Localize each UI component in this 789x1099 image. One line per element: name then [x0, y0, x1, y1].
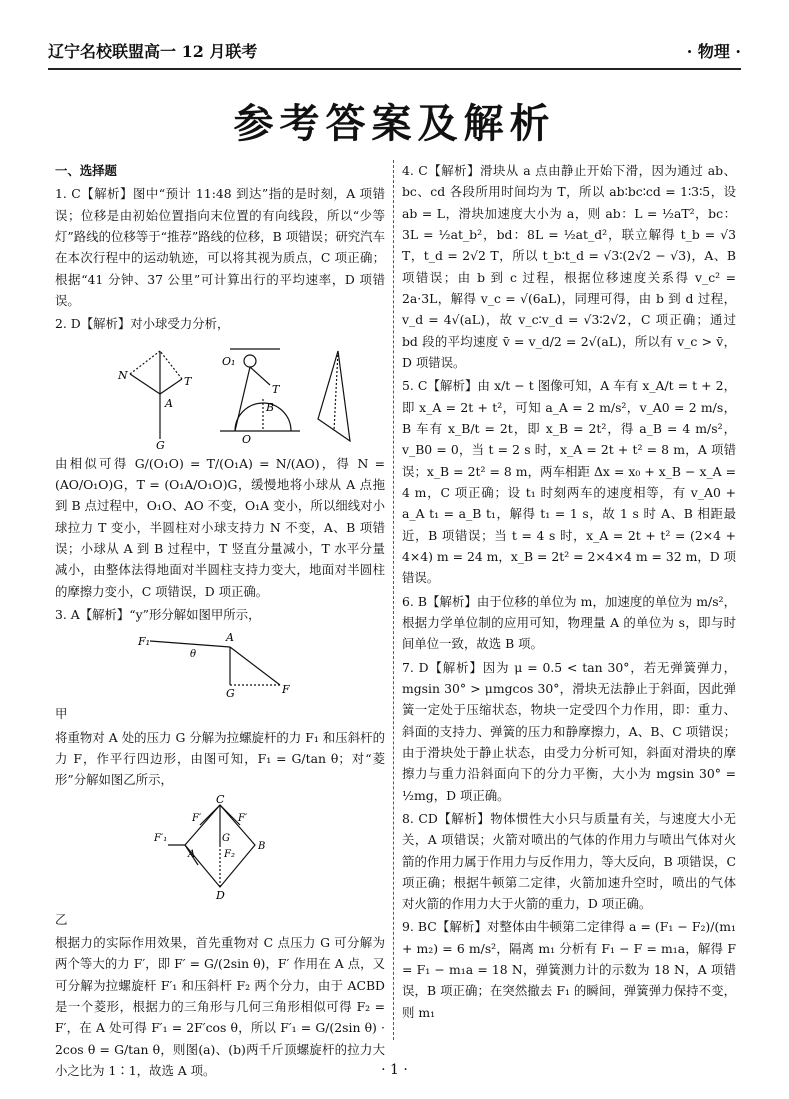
exam-name: 辽宁名校联盟高一 12 月联考: [48, 42, 258, 61]
label-F1p: F′₁: [154, 832, 168, 844]
label-O1: O₁: [222, 354, 236, 368]
q2-force-diagram: [70, 339, 370, 449]
label-A-yi: A: [188, 848, 196, 860]
answer-q8: 8. CD【解析】物体惯性大小只与质量有关，与速度大小无关，A 项错误；火箭对喷出的气体的作用力与喷出气体对火箭的作用力属于作用力与反作用力，等大反向，B 项错误，C 项正确；根据牛顿第二定律，火箭加速升空时，喷出的气体对火箭的作用力大于火箭的重力，D 项正确。: [402, 810, 736, 912]
label-T2: T: [272, 382, 280, 396]
answer-q7: 7. D【解析】因为 μ = 0.5 < tan 30°，若无弹簧弹力，mgsin 30° > μmgcos 30°，滑块无法静止于斜面，因此弹簧一定处于压缩状态，物块一定受四个力作用，即：重力、斜面的支持力、弹簧的压力和静摩擦力，A、B、C 项错误；由于滑块处于静止状态，由受力分析可知，斜面对滑块的摩擦力与重力沿斜面向下的分力平衡，大小为 mgsin 30° = ½mg，D 项正确。: [402, 659, 736, 803]
left-column: [55, 160, 385, 1083]
answer-q2-intro: 2. D【解析】对小球受力分析，: [55, 316, 230, 332]
label-F1: F₁: [138, 635, 151, 649]
figure-yi: [130, 795, 310, 905]
right-column: [402, 160, 736, 1025]
answer-q3-body1: 将重物对 A 处的压力 G 分解为拉螺旋杆的力 F₁ 和压斜杆的力 F，作平行四边形，由图可知，F₁ = G/tan θ；对“菱形”分解如图乙所示，: [55, 729, 385, 788]
label-F-jia: F: [282, 683, 290, 697]
answer-q3-body2: 根据力的实际作用效果，首先重物对 C 点压力 G 可分解为两个等大的力 F′，即 F′ = G/(2sin θ)，F′ 作用在 A 点，又可分解为拉螺旋杆 F′₁ 和压斜杆 F₂ 两个分力，由于 ACBD 是一个菱形，根据力的三角形与几何三角形相似可得 F₂ = F′，在 A 处可得 F′₁ = 2F′cos θ，所以 F′₁ = G/(2sin θ) · 2cos θ = G/tan θ，则图(a)、(b)两千斤顶螺旋杆的拉力大小之比为 1∶1，故选 A 项。: [55, 934, 385, 1078]
label-B-yi: B: [258, 840, 266, 852]
answer-q5: 5. C【解析】由 x/t − t 图像可知，A 车有 x_A/t = t + 2，即 x_A = 2t + t²，可知 a_A = 2 m/s²，v_A0 = 2 m/s，B 车有 x_B/t = 2t，即 x_B = 2t²，得 a_B = 4 m/s²，v_B0 = 0，当 t = 2 s 时，x_A = 2t + t² = 8 m，A 项错误；x_B = 2t² = 8 m，两车相距 Δx = x₀ + x_B − x_A = 4 m，C 项正确；设 t₁ 时刻两车的速度相等，有 v_A0 + a_A t₁ = a_B t₁，解得 t₁ = 1 s，故 1 s 时 A、B 相距最近，B 项错误；当 t = 4 s 时，x_A = 2t + t² = (2×4 + 4×4) m = 24 m，x_B = 2t² = 2×4×4 m = 32 m，D 项错误。: [402, 378, 736, 586]
label-C: C: [216, 794, 225, 806]
label-N: N: [118, 368, 128, 382]
subject-name: · 物理 ·: [686, 42, 741, 61]
page-title: 参考答案及解析: [233, 101, 556, 147]
label-Fp: F′: [192, 812, 202, 824]
answer-q6: 6. B【解析】由于位移的单位为 m，加速度的单位为 m/s²，根据力学单位制的应用可知，物理量 A 的单位为 s，即与时间单位一致，故选 B 项。: [402, 593, 736, 652]
answer-q3-intro: 3. A【解析】“y”形分解如图甲所示，: [55, 606, 261, 622]
answer-q4: 4. C【解析】滑块从 a 点由静止开始下滑，因为通过 ab、bc、cd 各段所用时间均为 T，所以 ab∶bc∶cd = 1∶3∶5，设 ab = L，滑块加速度大小为 a，则 ab：L = ½aT²，bc：3L = ½at_b²，bd：8L = ½at_d²，联立解得 t_b = √3 T，t_d = 2√2 T，所以 t_b∶t_d = √3∶(2√2 − √3)，A、B 项错误；由 b 到 c 过程，根据位移速度关系得 v_c² = 2a·3L，解得 v_c = √(6aL)，同理可得，由 b 到 d 过程，v_d = 4√(aL)，故 v_c∶v_d = √3∶2√2，C 项正确；通过 bd 段的平均速度 v̄ = v_d/2 = 2√(aL)，所以有 v_c > v̄，D 项错误。: [402, 163, 736, 370]
figure-yi-caption: 乙: [55, 911, 68, 927]
label-O: O: [242, 432, 252, 446]
page-number: · 1 ·: [381, 1062, 408, 1078]
label-F2: F₂: [224, 848, 235, 860]
label-theta: θ: [190, 649, 197, 661]
column-divider: [393, 160, 394, 1040]
answer-q2-body: 由相似可得 G/(O₁O) = T/(O₁A) = N/(AO)，得 N = (AO/O₁O)G，T = (O₁A/O₁O)G，缓慢地将小球从 A 点拖到 B 点过程中，O₁O、AO 不变，O₁A 变小，所以细线对小球拉力 T 变小，半圆柱对小球支持力 N 不变，A、B 项错误；小球从 A 到 B 过程中，T 竖直分量减小，T 水平分量减小，由整体法得地面对半圆柱支持力变大，地面对半圆柱的摩擦力变小，C 项错误，D 项正确。: [55, 455, 385, 599]
label-G-jia: G: [226, 687, 235, 700]
figure-jia-caption: 甲: [55, 706, 68, 722]
section-title: 一、选择题: [55, 163, 117, 178]
label-Fp2: F′: [238, 812, 248, 824]
label-T: T: [184, 374, 192, 388]
label-G-yi: G: [222, 832, 230, 844]
label-B: B: [266, 400, 275, 414]
answer-q9: 9. BC【解析】对整体由牛顿第二定律得 a = (F₁ − F₂)/(m₁ + m₂) = 6 m/s²，隔离 m₁ 分析有 F₁ − F = m₁a，解得 F = F₁ − m₁a = 18 N，弹簧测力计的示数为 18 N，A 项错误，B 项正确；在突然撤去 F₁ 的瞬间，弹簧弹力保持不变，则 m₁: [402, 919, 736, 1020]
label-D: D: [216, 888, 225, 902]
label-A-jia: A: [226, 631, 234, 645]
page-header: [48, 30, 741, 70]
label-G: G: [156, 438, 165, 449]
label-A: A: [165, 396, 173, 410]
figure-jia: [110, 629, 330, 699]
answer-q1: 1. C【解析】图中“预计 11:48 到达”指的是时刻，A 项错误；位移是由初始位置指向末位置的有向线段，所以“少等灯”路线的位移等于“推荐”路线的位移，B 项错误；研究汽车在本次行程中的运动轨迹，可以将其视为质点，C 项正确；根据“41 分钟、37 公里”可计算出行的平均速率，D 项错误。: [55, 186, 385, 308]
